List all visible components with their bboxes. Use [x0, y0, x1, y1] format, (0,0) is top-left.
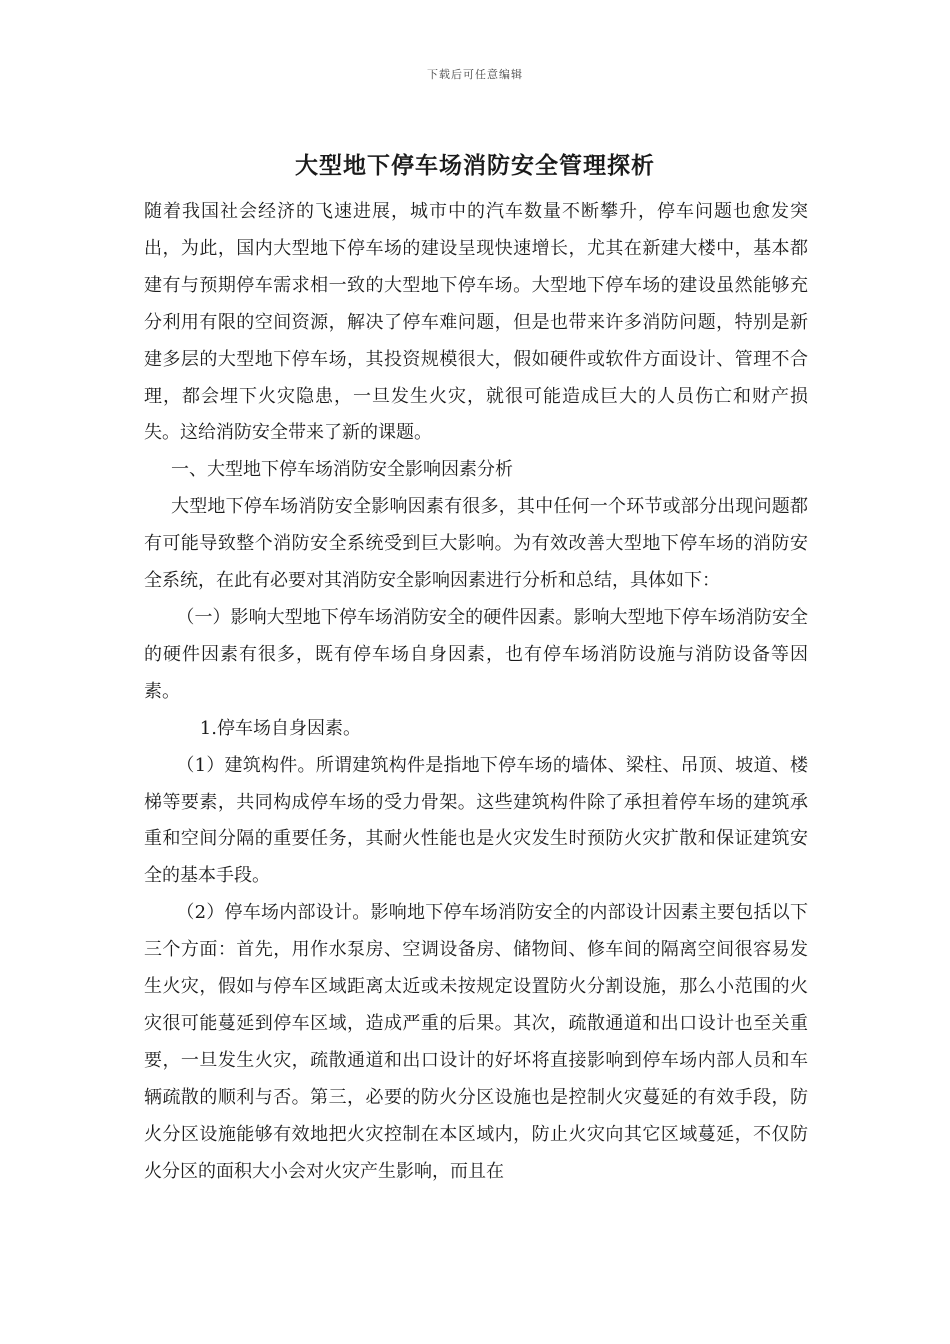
document-title: 大型地下停车场消防安全管理探析: [295, 152, 655, 179]
paragraph-intro: 随着我国社会经济的飞速进展，城市中的汽车数量不断攀升，停车问题也愈发突出，为此，国内大型地下停车场的建设呈现快速增长，尤其在新建大楼中，基本都建有与预期停车需求相一致的大型地下停车场。大型地下停车场的建设虽然能够充分利用有限的空间资源，解决了停车难问题，但是也带来许多消防问题，特别是新建多层的大型地下停车场，其投资规模很大，假如硬件或软件方面设计、管理不合理，都会埋下火灾隐患，一旦发生火灾，就很可能造成巨大的人员伤亡和财产损失。这给消防安全带来了新的课题。: [144, 201, 808, 444]
paragraph-factors: 大型地下停车场消防安全影响因素有很多，其中任何一个环节或部分出现问题都有可能导致整个消防安全系统受到巨大影响。为有效改善大型地下停车场的消防安全系统，在此有必要对其消防安全影响因素进行分析和总结，具体如下：: [144, 496, 808, 592]
page-header: 下载后可任意编辑: [427, 68, 523, 81]
paragraph-building-components: （1）建筑构件。所谓建筑构件是指地下停车场的墙体、梁柱、吊顶、坡道、楼梯等要素，共同构成停车场的受力骨架。这些建筑构件除了承担着停车场的建筑承重和空间分隔的重要任务，其耐火性能也是火灾发生时预防火灾扩散和保证建筑安全的基本手段。: [144, 754, 808, 887]
subheading-self-factors: 1.停车场自身因素。: [199, 717, 361, 739]
paragraph-hardware: （一）影响大型地下停车场消防安全的硬件因素。影响大型地下停车场消防安全的硬件因素有很多，既有停车场自身因素，也有停车场消防设施与消防设备等因素。: [144, 606, 808, 702]
section-heading-1: 一、大型地下停车场消防安全影响因素分析: [171, 459, 513, 481]
document-body: [144, 194, 808, 1190]
paragraph-internal-design: （2）停车场内部设计。影响地下停车场消防安全的内部设计因素主要包括以下三个方面：首先，用作水泵房、空调设备房、储物间、修车间的隔离空间很容易发生火灾，假如与停车区域距离太近或未按规定设置防火分割设施，那么小范围的火灾很可能蔓延到停车区域，造成严重的后果。其次，疏散通道和出口设计也至关重要，一旦发生火灾，疏散通道和出口设计的好坏将直接影响到停车场内部人员和车辆疏散的顺利与否。第三，必要的防火分区设施也是控制火灾蔓延的有效手段，防火分区设施能够有效地把火灾控制在本区域内，防止火灾向其它区域蔓延，不仅防火分区的面积大小会对火灾产生影响，而且在: [144, 902, 808, 1182]
